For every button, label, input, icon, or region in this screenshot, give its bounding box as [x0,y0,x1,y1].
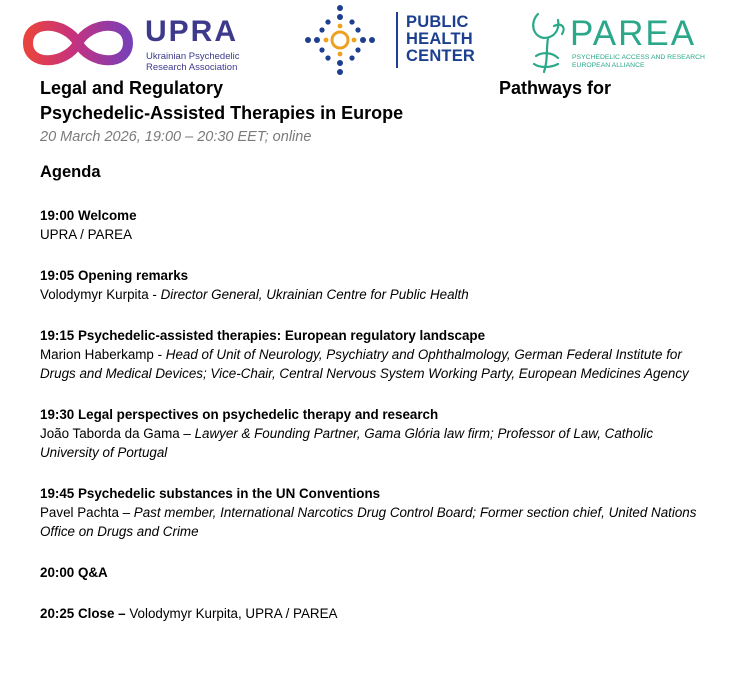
document-body [40,76,700,645]
agenda-item-role: Head of Unit of Neurology, Psychiatry and Ophthalmology, German Federal Institute for Drugs and Medical Devices; Vice-Chair, Central Nervous System Working Party, European Medicines Agency [40,347,689,381]
phc-divider [396,12,398,68]
agenda-item [40,484,700,541]
agenda-item [40,563,700,582]
agenda-item-speaker: UPRA / PAREA [40,227,133,242]
agenda-item-speaker: João Taborda da Gama – [40,426,195,441]
agenda-item-title: 19:15 Psychedelic-assisted therapies: European regulatory landscape [40,328,486,343]
event-date: 20 March 2026, 19:00 – 20:30 EET; online [40,129,312,145]
phc-name: PUBLIC HEALTH CENTER [406,13,476,65]
agenda-item-role: Director General, Ukrainian Centre for Public Health [160,287,469,302]
parea-subtitle: PSYCHEDELIC ACCESS AND RESEARCH EUROPEAN ALLIANCE [572,54,705,69]
agenda-item-role: Past member, International Narcotics Drug Control Board; Former section chief, United Nations Office on Drugs and Crime [40,505,697,539]
agenda-item-title: 19:05 Opening remarks [40,268,189,283]
agenda-item-speaker-line [40,345,700,383]
title-part-1: Legal and Regulatory [40,78,224,98]
agenda-item-speaker: Volodymyr Kurpita, UPRA / PAREA [125,606,338,621]
agenda-heading: Agenda [40,163,101,181]
logo-bar [0,0,734,80]
agenda-list [40,206,700,623]
agenda-item [40,604,700,623]
agenda-item [40,266,700,304]
page-title [40,76,700,126]
agenda-item-role: Lawyer & Founding Partner, Gama Glória law firm; Professor of Law, Catholic University of Portugal [40,426,654,460]
agenda-item-speaker-line [40,503,700,541]
infinity-logo-icon [22,13,134,73]
title-line-2: Psychedelic-Assisted Therapies in Europe [40,103,404,123]
upra-logo [22,13,262,73]
agenda-item-title: 19:30 Legal perspectives on psychedelic therapy and research [40,407,439,422]
agenda-item-speaker: Marion Haberkamp - [40,347,166,362]
agenda-item [40,206,700,244]
agenda-item-speaker-line [40,285,700,304]
parea-name: PAREA [570,14,697,53]
agenda-item-speaker-line [40,424,700,462]
agenda-item [40,326,700,383]
phc-logo [290,0,480,80]
agenda-item-title: 20:25 Close – [40,606,126,621]
agenda-item [40,405,700,462]
agenda-item-title: 19:00 Welcome [40,208,137,223]
agenda-item-speaker: Pavel Pachta – [40,505,134,520]
agenda-item-speaker: Volodymyr Kurpita - [40,287,161,302]
upra-subtitle: Ukrainian Psychedelic Research Association [146,51,240,73]
upra-name: UPRA [145,15,239,48]
dots-cross-logo-icon [290,0,390,80]
agenda-item-title: 19:45 Psychedelic substances in the UN Conventions [40,486,381,501]
title-part-2: Pathways for [499,78,612,98]
parea-logo [528,8,718,78]
agenda-item-title: 20:00 Q&A [40,565,108,580]
mushroom-figure-icon [528,8,572,76]
